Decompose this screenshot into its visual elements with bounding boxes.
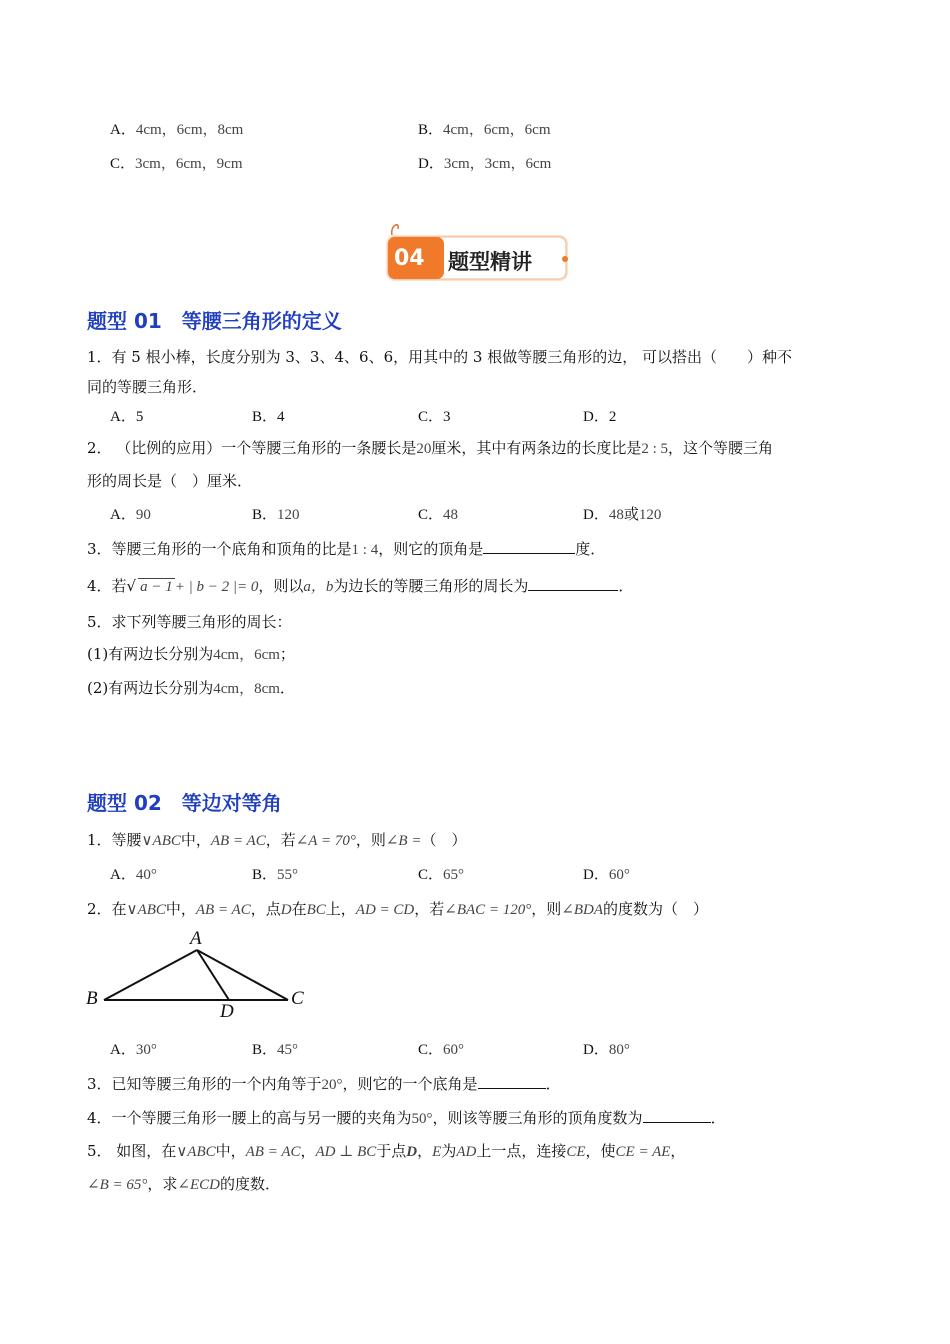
s1-q1-option-a: A．5 [110, 409, 144, 425]
answer-blank[interactable] [643, 1108, 711, 1123]
section2-title: 题型 02 等边对等角 [87, 791, 282, 815]
triangle-figure [84, 928, 324, 1028]
s1-q2-line1: 2． （比例的应用）一个等腰三角形的一条腰长是20厘米，其中有两条边的长度比是2 : 5，这个等腰三角 [87, 439, 774, 457]
s1-q1-line2: 同的等腰三角形． [87, 378, 208, 396]
side-ac [197, 950, 288, 1000]
s2-q1-option-d: D．60° [583, 867, 630, 883]
s1-q2-line2: 形的周长是（ ）厘米． [87, 472, 253, 490]
banner-title: 题型精讲 [448, 250, 532, 274]
label-a: A [190, 928, 202, 949]
s2-q2-option-a: A．30° [110, 1042, 157, 1058]
s1-q4: 4．若√ a − 1 + | b − 2 |= 0，则以a，b为边长的等腰三角形的周长为 ． [87, 577, 634, 595]
s2-q5-line1: 5． 如图，在∨ABC中，AB = AC，AD ⊥ BC于点D，E为AD上一点，连接CE，使CE = AE， [87, 1142, 686, 1160]
s2-q1-option-a: A．40° [110, 867, 157, 883]
s2-q2-option-d: D．80° [583, 1042, 630, 1058]
banner-number: 04 [394, 246, 425, 271]
s1-q1-line1: 1．有 5 根小棒，长度分别为 3、3、4、6、6，用其中的 3 根做等腰三角形的边， 可以搭出（ ）种不 [87, 348, 792, 366]
s2-q1-option-b: B．55° [252, 867, 299, 883]
s2-q5-line2: ∠B = 65°，求∠ECD的度数． [87, 1175, 280, 1193]
s1-q2-option-b: B．120 [252, 507, 300, 523]
side-ab [104, 950, 197, 1000]
s1-q5-sub2: (2)有两边长分别为4cm，8cm． [87, 679, 295, 697]
s2-q2-option-c: C．60° [418, 1042, 465, 1058]
s1-q1-option-d: D．2 [583, 409, 617, 425]
s1-q2-option-d: D．48或120 [583, 505, 662, 523]
answer-blank[interactable] [528, 576, 618, 591]
section1-title: 题型 01 等腰三角形的定义 [87, 309, 342, 333]
s1-q1-option-c: C．3 [418, 409, 451, 425]
s2-q2: 2．在∨ABC中，AB = AC，点D在BC上，AD = CD，若∠BAC = 120°，则∠BDA的度数为（ ） [87, 900, 709, 918]
s1-q1-option-b: B．4 [252, 409, 285, 425]
top-option-c: C．3cm，6cm，9cm [110, 156, 243, 172]
section-banner [382, 217, 572, 285]
label-d: D [220, 1001, 234, 1022]
answer-blank[interactable] [478, 1074, 546, 1089]
s1-q5-sub1: (1)有两边长分别为4cm，6cm； [87, 645, 295, 663]
s1-q3: 3．等腰三角形的一个底角和顶角的比是1 : 4，则它的顶角是 度． [87, 540, 606, 558]
s1-q2-option-a: A．90 [110, 507, 151, 523]
top-option-a: A．4cm，6cm，8cm [110, 122, 244, 138]
s2-q2-option-b: B．45° [252, 1042, 299, 1058]
s2-q4: 4．一个等腰三角形一腰上的高与另一腰的夹角为50°，则该等腰三角形的顶角度数为 ． [87, 1109, 726, 1127]
s1-q5-line1: 5．求下列等腰三角形的周长： [87, 613, 292, 631]
sqrt-symbol: √ [126, 577, 137, 595]
s2-q1-option-c: C．65° [418, 867, 465, 883]
answer-blank[interactable] [483, 539, 575, 554]
segment-ad [197, 950, 229, 1000]
s1-q2-option-c: C．48 [418, 507, 459, 523]
label-c: C [291, 988, 304, 1009]
s2-q1: 1．等腰∨ABC中，AB = AC，若∠A = 70°，则∠B =（ ） [87, 831, 467, 849]
top-option-b: B．4cm，6cm，6cm [418, 122, 551, 138]
label-b: B [86, 988, 98, 1009]
top-option-d: D．3cm，3cm，6cm [418, 156, 552, 172]
s2-q3: 3．已知等腰三角形的一个内角等于20°，则它的一个底角是 ． [87, 1075, 561, 1093]
